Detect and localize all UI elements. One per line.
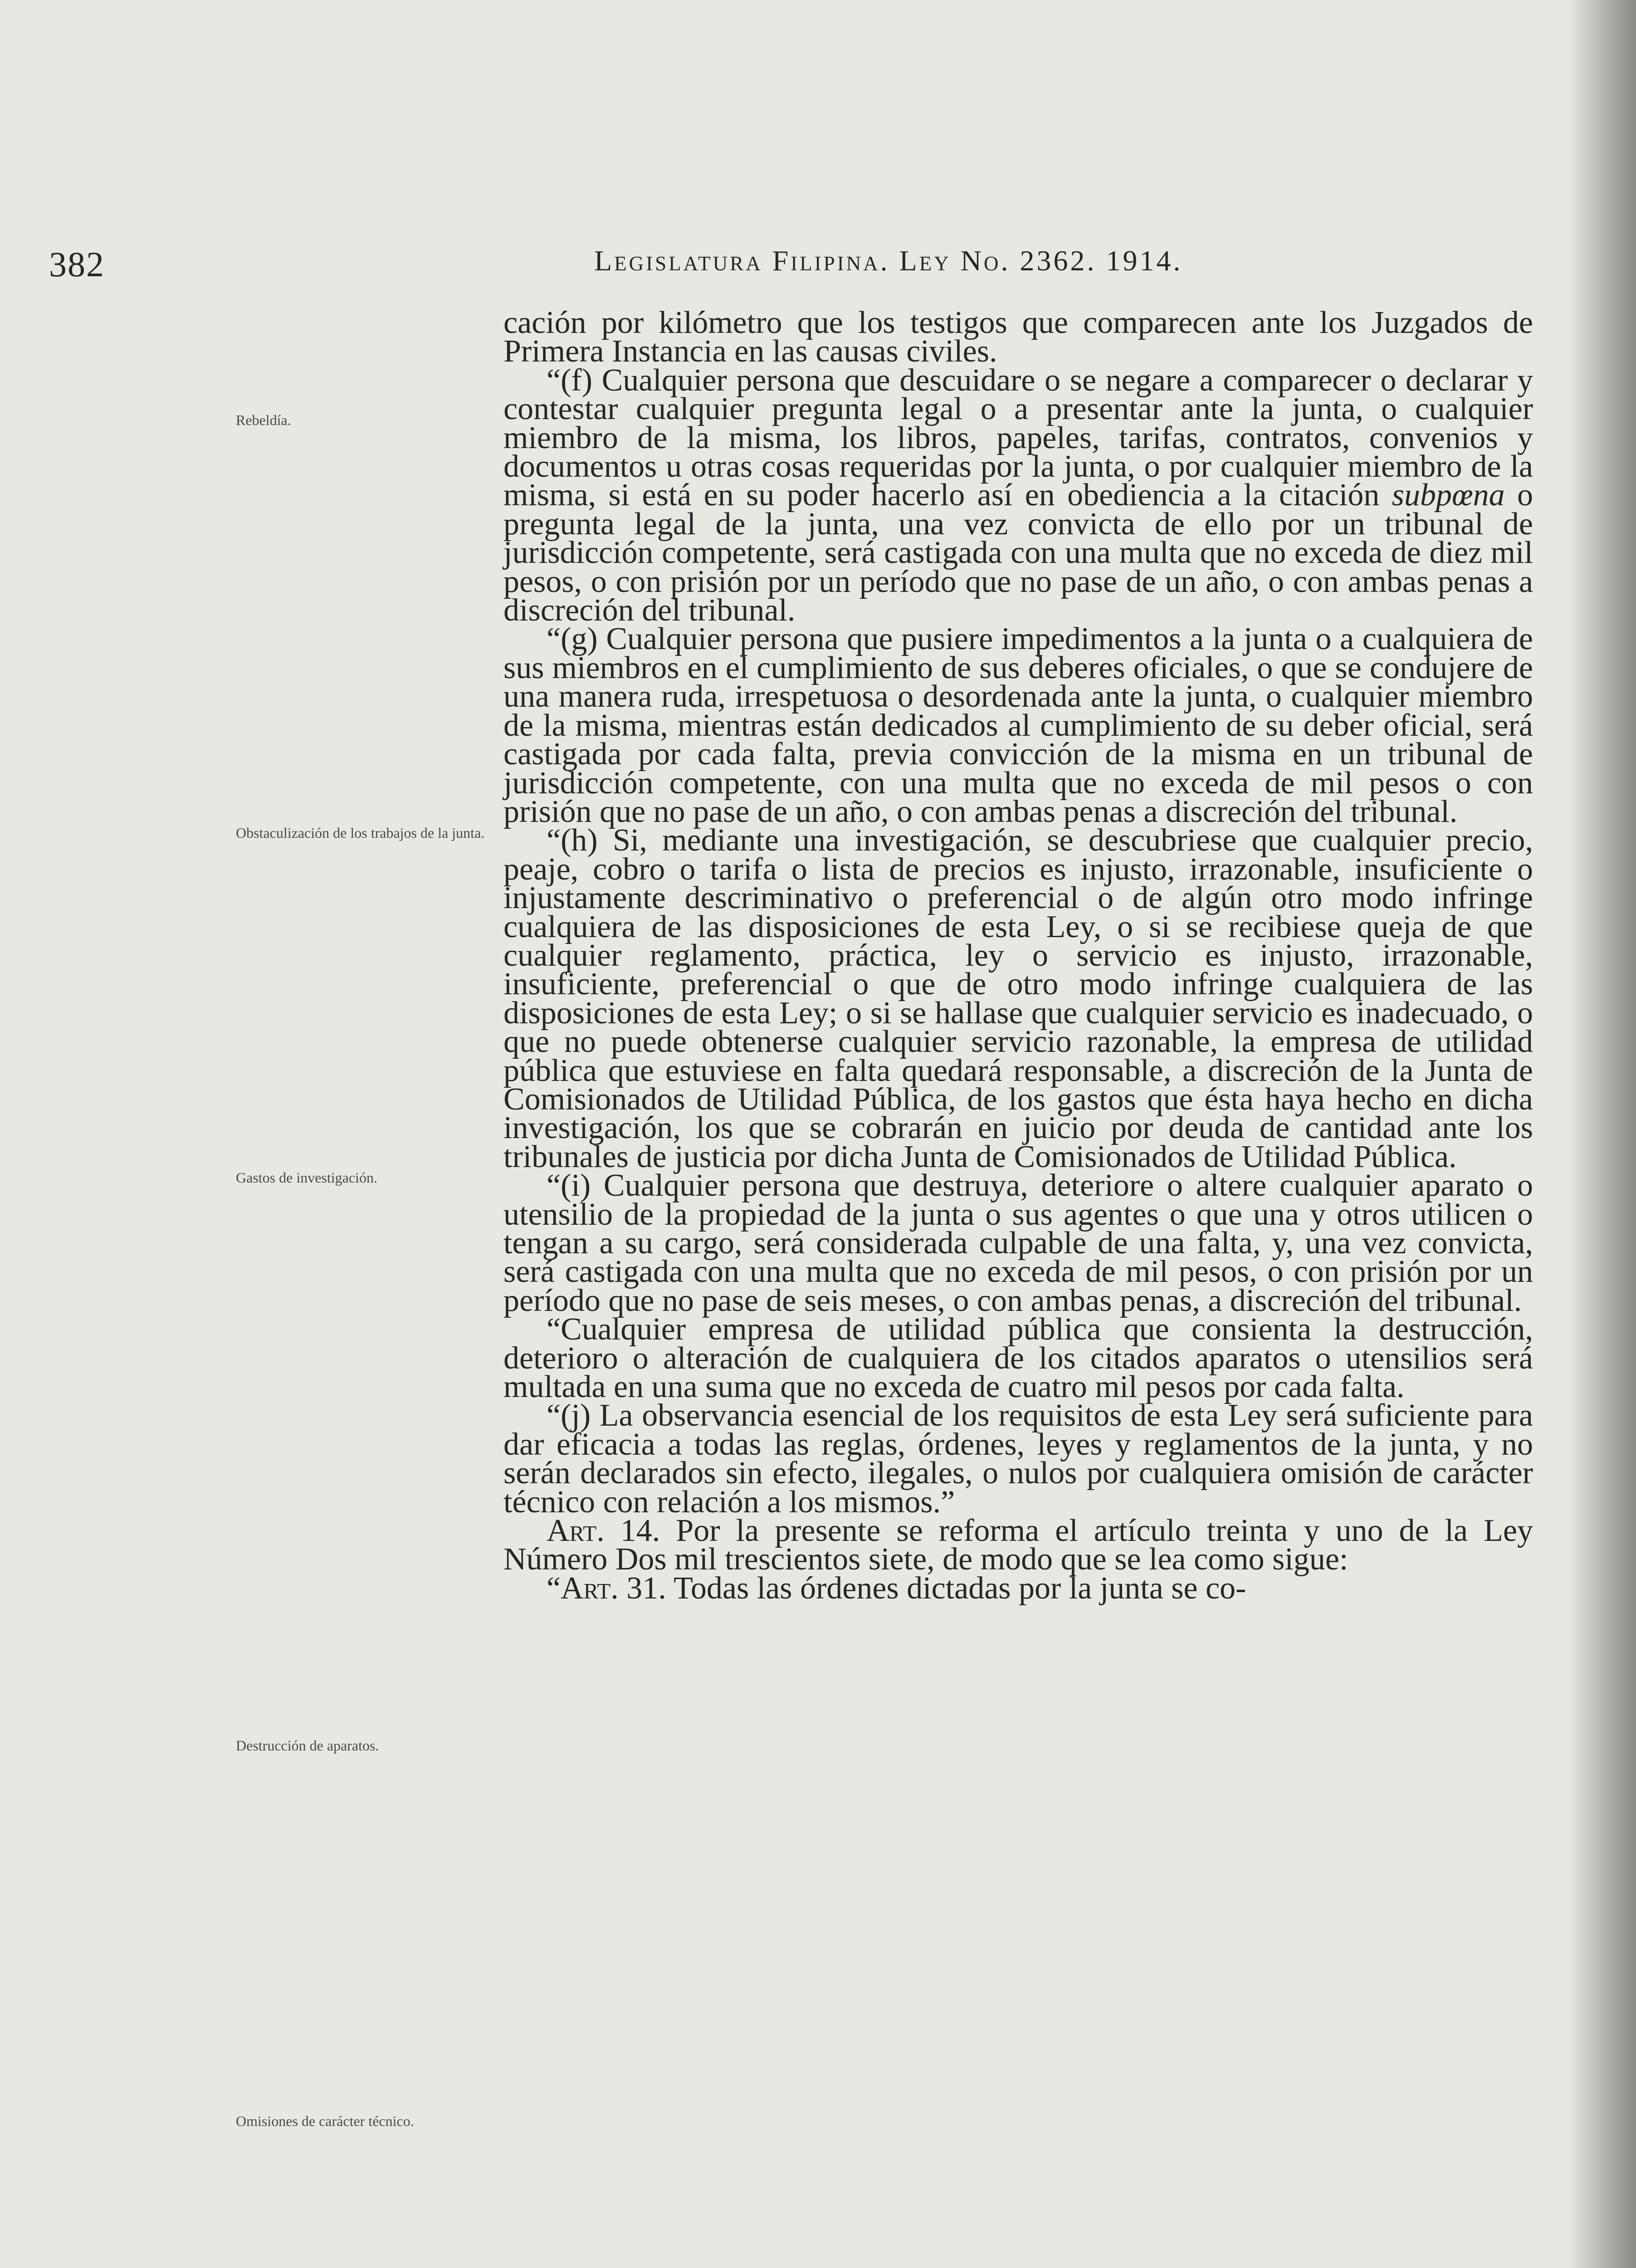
paragraph-i: “(i) Cualquier persona que destruya, deteriore o altere cualquier aparato o utensilio de la propiedad de la junta o sus agentes o que una y otros utilicen o tengan a su cargo, será considerada culpable de una falta, y, una vez convicta, será castigada con una multa que no exceda de mil pesos, o con prisión por un período que no pase de seis meses, o con ambas penas, a discreción del tribunal. (503, 1168, 1533, 1318)
page-number: 382 (49, 244, 105, 284)
clause-marker-h: “(h) (547, 823, 598, 858)
clause-marker-f: “(f) (547, 362, 593, 398)
margin-note-gastos: Gastos de investigación. (236, 1169, 377, 1186)
paragraph-art-31: “Art. 31. Todas las órdenes dictadas por la junta se co- (547, 1570, 1246, 1606)
margin-note-obstaculizacion: Obstaculización de los trabajos de la junta. (236, 825, 485, 841)
subpoena-term: subpœna (1392, 478, 1505, 513)
margin-note-rebeldia: Rebeldía. (236, 412, 291, 428)
article-label-14: Art. 14. (547, 1513, 660, 1549)
clause-marker-i: “(i) (547, 1168, 591, 1203)
running-head: Legislatura Filipina. Ley No. 2362. 1914. (594, 244, 1183, 277)
margin-note-destruccion: Destrucción de aparatos. (236, 1737, 379, 1754)
clause-marker-g: “(g) (547, 621, 598, 657)
article-label-31: “Art. 31. (547, 1570, 666, 1606)
body-text (503, 305, 1533, 1606)
paragraph-i-continued: “Cualquier empresa de utilidad pública que consienta la destrucción, deterioro o alteración de cualquiera de los citados aparatos o utensilios será multada en una suma que no exceda de cuatro mil pesos por cada falta. (503, 1312, 1533, 1405)
paragraph-h: “(h) Si, mediante una investigación, se descubriese que cualquier precio, peaje, cobro o tarifa o lista de precios es injusto, irrazonable, insuficiente o injustamente descriminativo o preferencial o de algún otro modo infringe cualquiera de las disposiciones de esta Ley, o si se recibiese queja de que cualquier reglamento, práctica, ley o servicio es injusto, irrazonable, insuficiente, preferencial o que de otro modo infringe cualquiera de las disposiciones de esta Ley; o si se hallase que cualquier servicio es inadecuado, o que no puede obtenerse cualquier servicio razonable, la empresa de utilidad pública que estuviese en falta quedará responsable, a discreción de la Junta de Comisionados de Utilidad Pública, de los gastos que ésta haya hecho en dicha investigación, los que se cobrarán en juicio por deuda de cantidad ante los tribunales de justicia por dicha Junta de Comisionados de Utilidad Pública. (503, 823, 1533, 1174)
paragraph-continuation: cación por kilómetro que los testigos que comparecen ante los Juzgados de Primera Instancia en las causas civiles. (503, 305, 1533, 369)
paragraph-f: “(f) Cualquier persona que descuidare o se negare a comparecer o declarar y contestar cualquier pregunta legal o a presentar ante la junta, o cualquier miembro de la misma, los libros, papeles, tarifas, contratos, convenios y documentos u otras cosas requeridas por la junta, o por cualquier miembro de la misma, si está en su poder hacerlo así en obediencia a la citación subpœna o pregunta legal de la junta, una vez convicta de ello por un tribunal de jurisdicción competente, será castigada con una multa que no exceda de diez mil pesos, o con prisión por un período que no pase de un año, o con ambas penas a discreción del tribunal. (503, 362, 1533, 628)
margin-note-omisiones: Omisiones de carácter técnico. (236, 2113, 414, 2129)
paragraph-g: “(g) Cualquier persona que pusiere impedimentos a la junta o a cualquiera de sus miembros en el cumplimiento de sus deberes oficiales, o que se condujere de una manera ruda, irrespetuosa o desordenada ante la junta, o cualquier miembro de la misma, mientras están dedicados al cumplimiento de su deber oficial, será castigada por cada falta, previa convicción de la misma en un tribunal de jurisdicción competente, con una multa que no exceda de mil pesos o con prisión que no pase de un año, o con ambas penas a discreción del tribunal. (503, 621, 1533, 829)
paragraph-j: “(j) La observancia esencial de los requisitos de esta Ley será suficiente para dar eficacia a todas las reglas, órdenes, leyes y reglamentos de la junta, y no serán declarados sin efecto, ilegales, o nulos por cualquiera omisión de carácter técnico con relación a los mismos.” (503, 1398, 1533, 1520)
paragraph-art-14: Art. 14. Por la presente se reforma el artículo treinta y uno de la Ley Número Dos mil trescientos siete, de modo que se lea como sigue: (503, 1513, 1533, 1577)
clause-marker-j: “(j) (547, 1398, 591, 1433)
page-edge-shadow (1568, 0, 1636, 2268)
